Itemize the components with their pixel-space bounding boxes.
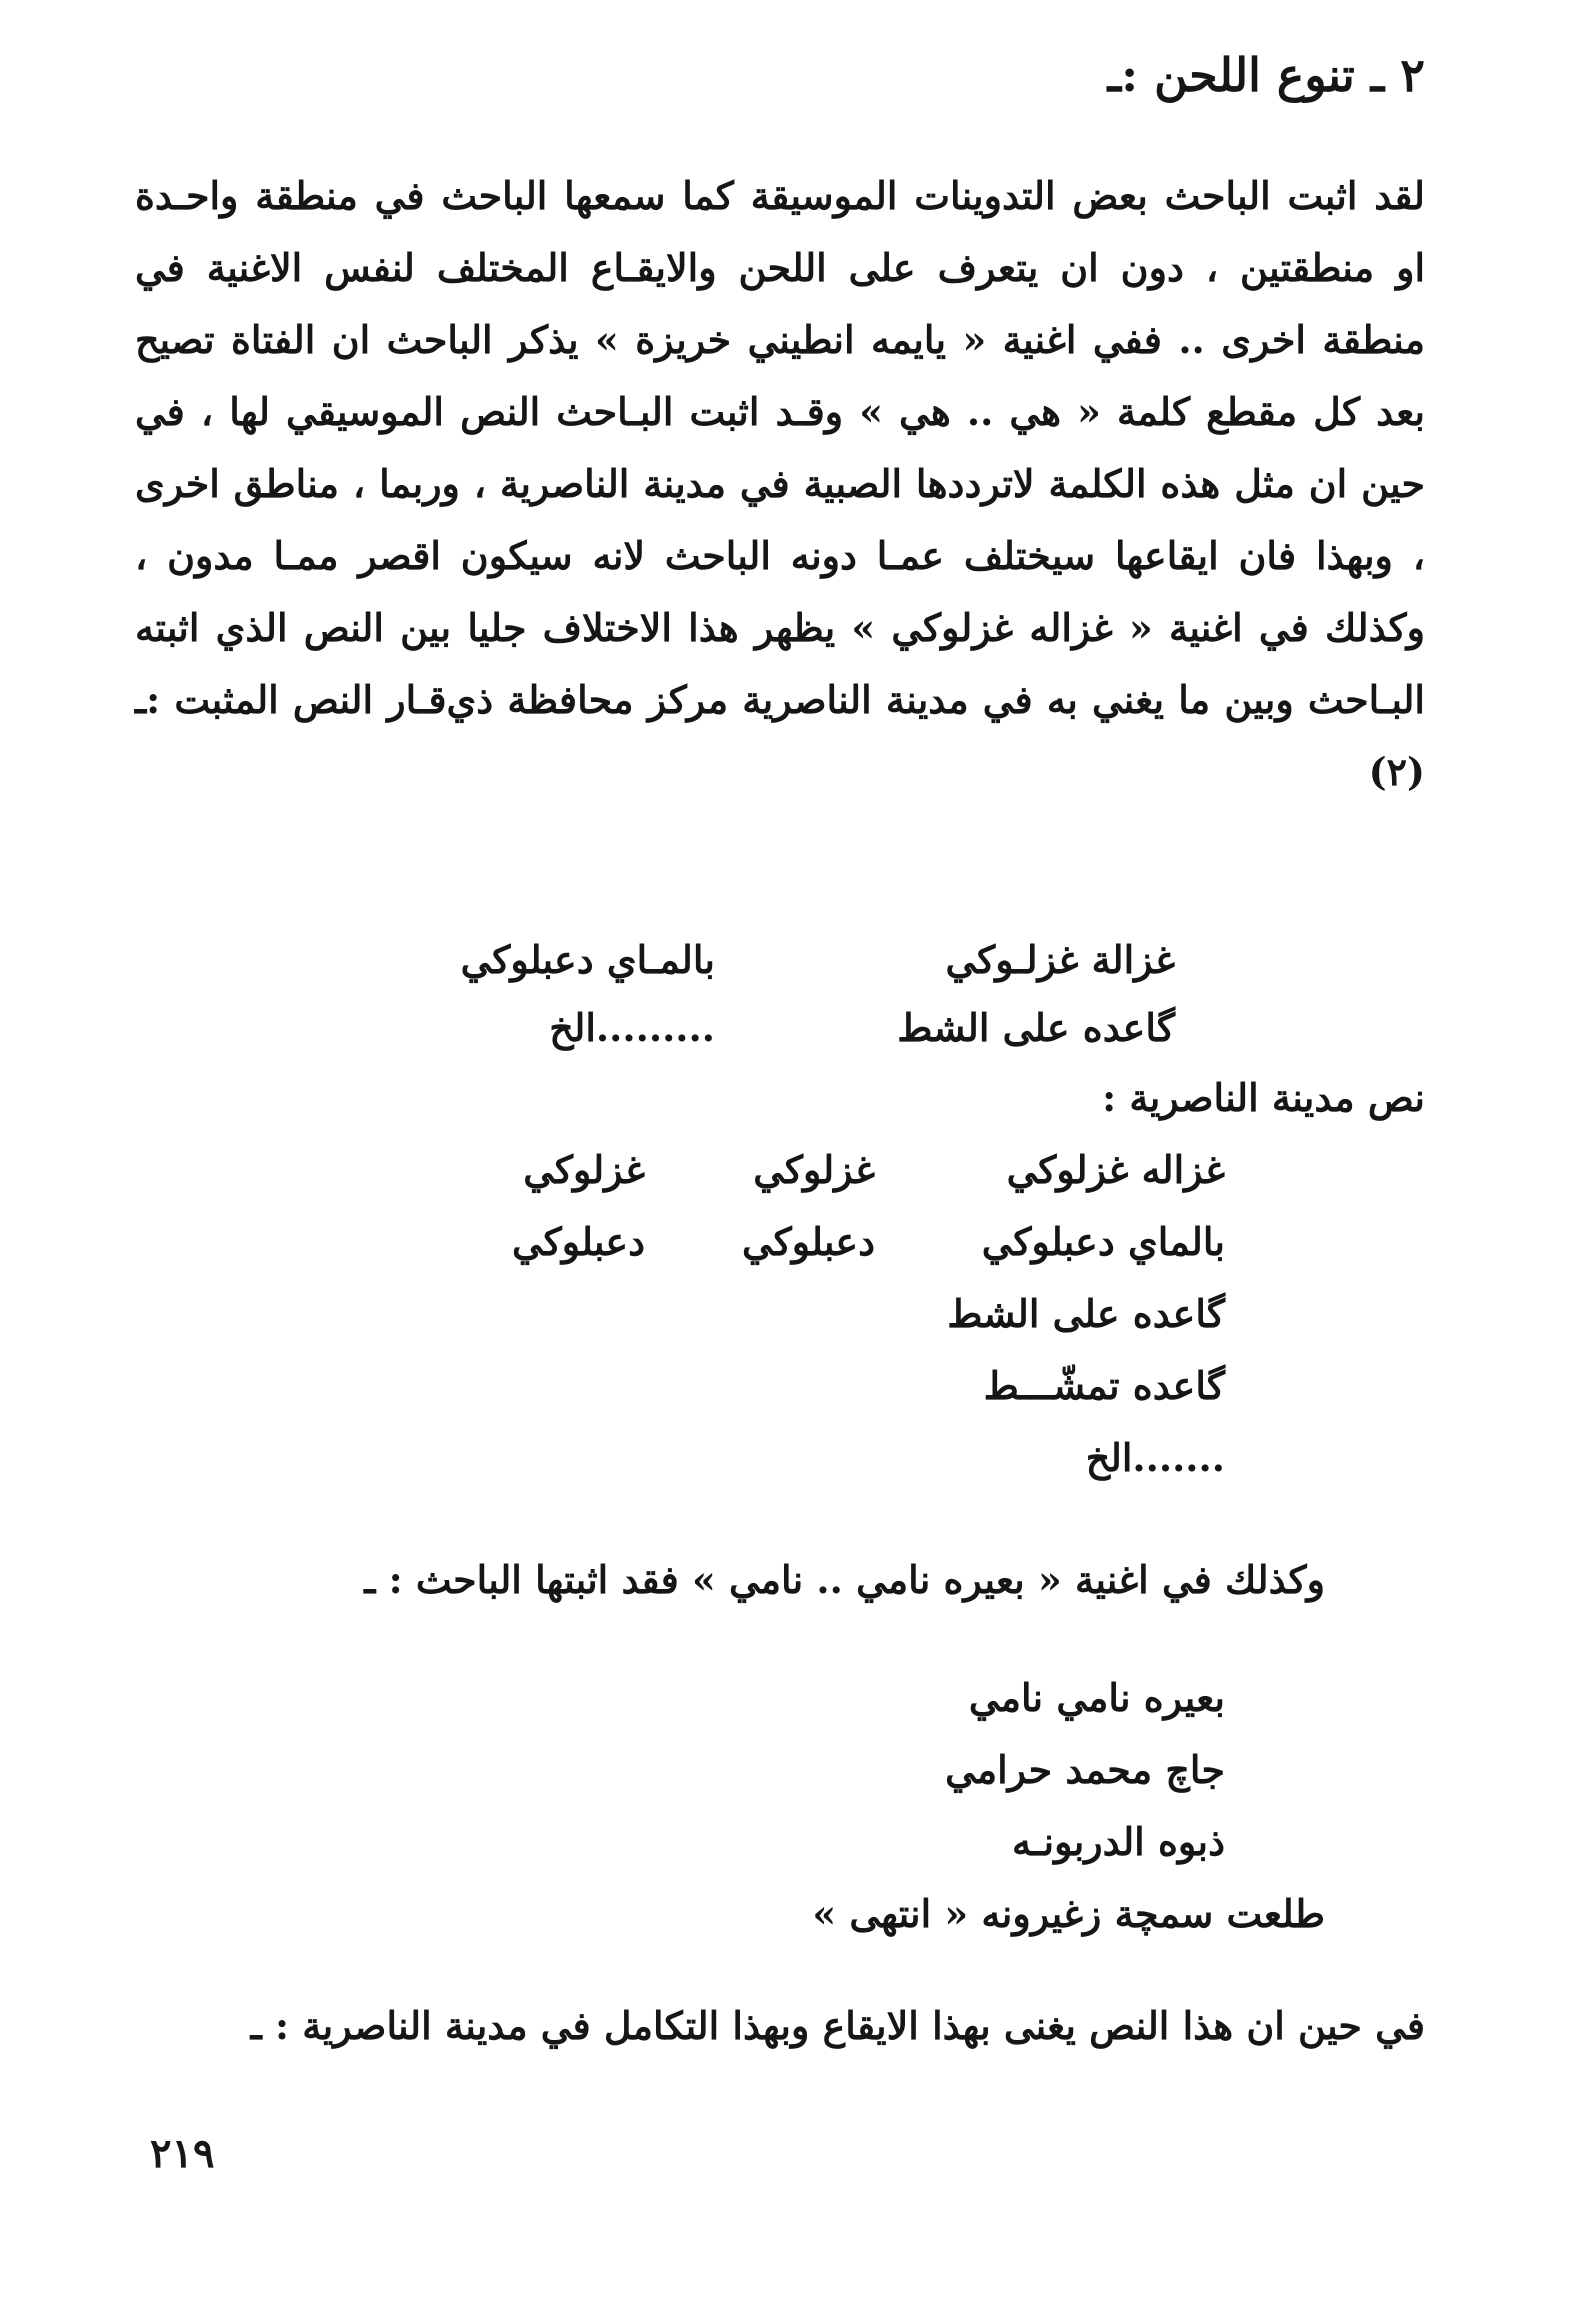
verse2-row1-col1: غزاله غزلوكي (1006, 1147, 1225, 1192)
verse1-line2-right: گاعده على الشط (897, 1005, 1175, 1050)
verse2-line3: گاعده على الشط (947, 1291, 1225, 1336)
verse2-line5: .......الخ (1085, 1435, 1225, 1480)
verse2-row1-col3: غزلوكي (523, 1147, 645, 1192)
verse2-row1-col2: غزلوكي (753, 1147, 875, 1192)
verse1-line1-right: غزالة غزلـوكي (945, 937, 1175, 982)
verse3-line2: جاچ محمد حرامي (945, 1747, 1225, 1792)
verse2-line4: گاعده تمشّـــط (983, 1363, 1225, 1408)
verse1-line2-left: .........الخ (549, 1005, 715, 1050)
verse2-row2-col3: دعبلوكي (511, 1219, 645, 1264)
verse1-line1-left: بالمـاي دعبلوكي (460, 937, 715, 982)
verse3-line3: ذبوه الدربونـه (1012, 1819, 1225, 1864)
verse2-row2-col2: دعبلوكي (741, 1219, 875, 1264)
paragraph-1: لقد اثبت الباحث بعض التدوينات الموسيقة كما سمعها الباحث في منطقة واحـدة او منطقتين ، دون ان يتعرف على اللحن والايقـاع المختلف لنفس الاغنية في منطقة اخرى .. ففي اغنية « يايمه انطيني خريزة » يذكر الباحث ان الفتاة تصيح بعد كل مقطع كلمة « هي .. هي » وقـد اثبت البـاحث النص الموسيقي لها ، في حين ان مثل هذه الكلمة لاترددها الصبية في مدينة الناصرية ، وربما ، مناطق اخرى ، وبهذا فان ايقاعها سيختلف عمـا دونه الباحث لانه سيكون اقصر ممـا مدون ، وكذلك في اغنية « غزاله غزلوكي » يظهر هذا الاختلاف جليا بين النص الذي اثبته البـاحث وبين ما يغني به في مدينة الناصرية مركز محافظة ذي‌قـار النص المثبت :ـ (٢) (135, 173, 1425, 794)
verse3-line4: طلعت سمچة زغيرونه « انتهى » (812, 1891, 1325, 1936)
verse3-line1: بعيره نامي نامي (968, 1675, 1225, 1720)
nasiriya-label: نص مدينة الناصرية : (1102, 1075, 1425, 1120)
paragraph-2: وكذلك في اغنية « بعيره نامي .. نامي » فقد اثبتها الباحث : ـ (364, 1557, 1325, 1602)
verse2-row2-col1: بالماي دعبلوكي (981, 1219, 1225, 1264)
paragraph-3: في حين ان هذا النص يغنى بهذا الايقاع وبهذا التكامل في مدينة الناصرية : ـ (250, 2003, 1425, 2048)
page-number: ٢١٩ (150, 2130, 215, 2177)
section-heading: ٢ ـ تنوع اللحن :ـ (1107, 48, 1425, 102)
